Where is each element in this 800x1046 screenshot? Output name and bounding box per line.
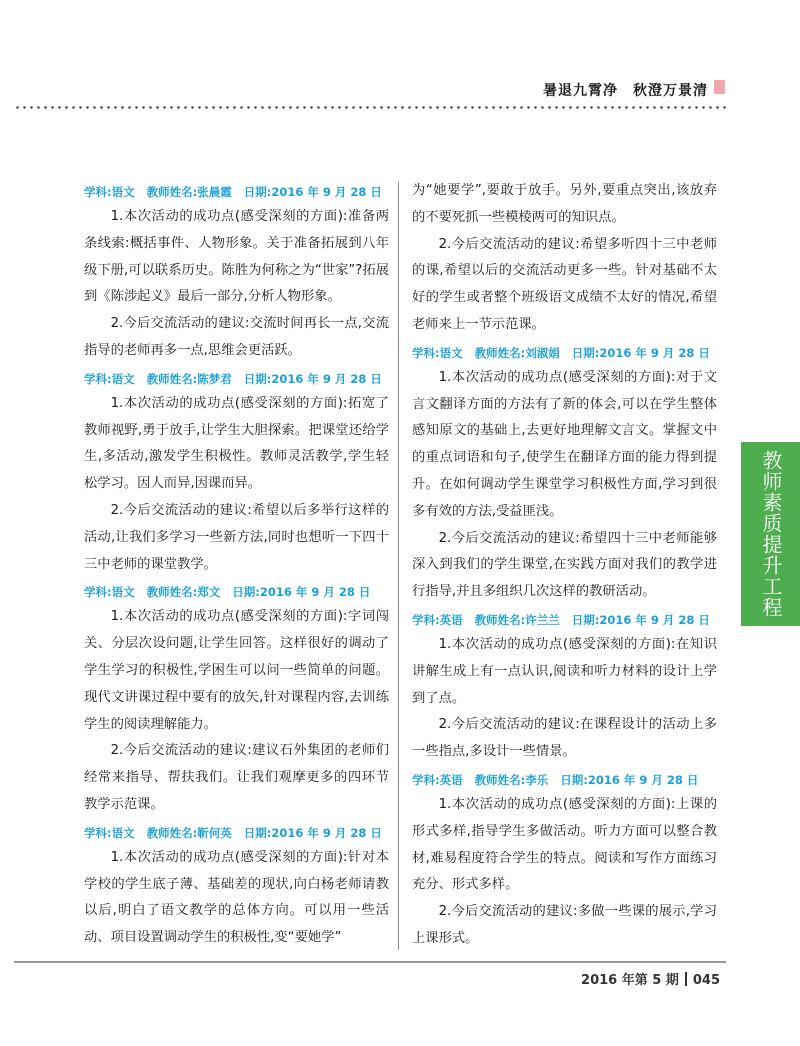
entry-meta xyxy=(84,580,389,604)
entry-meta xyxy=(412,768,717,792)
entry-paragraph: 1.本次活动的成功点(感受深刻的方面):在知识讲解生成上有一点认识,阅读和听力材料的设计上学到了点。 xyxy=(412,636,717,706)
entry-teacher: 教师姓名:李乐 xyxy=(474,772,549,787)
footer xyxy=(581,969,720,988)
footer-separator xyxy=(685,972,687,986)
entry-paragraph: 1.本次活动的成功点(感受深刻的方面):字词闯关、分层次设问题,让学生回答。这样很好的调动了学生学习的积极性,学困生可以问一些简单的问题。现代文讲课过程中要有的放矢,针对课程内容,去训练学生的阅读理解能力。 xyxy=(84,609,389,732)
header-accent-square xyxy=(714,80,725,94)
entry-teacher: 教师姓名:许兰兰 xyxy=(474,612,560,627)
entry-paragraph: 2.今后交流活动的建议:交流时间再长一点,交流指导的老师再多一点,思维会更活跃。 xyxy=(84,316,389,358)
entry-paragraph: 1.本次活动的成功点(感受深刻的方面):上课的形式多样,指导学生多做活动。听力方面可以整合教材,难易程度符合学生的特点。阅读和写作方面练习充分、形式多样。 xyxy=(412,796,717,893)
entry-paragraph: 1.本次活动的成功点(感受深刻的方面):准备两条线索:概括事件、人物形象。关于准备拓展到八年级下册,可以联系历史。陈胜为何称之为“世家”?拓展到《陈涉起义》最后一部分,分析人物形象。 xyxy=(84,209,389,305)
entry-meta xyxy=(84,180,389,204)
section-side-tab xyxy=(741,442,800,626)
footer-issue: 2016 年第 5 期 xyxy=(581,973,679,988)
entry-subject: 学科:语文 xyxy=(412,345,463,360)
dotted-divider xyxy=(14,105,726,110)
entry-subject: 学科:语文 xyxy=(84,371,135,386)
entry-subject: 学科:语文 xyxy=(84,185,135,199)
entry-subject: 学科:英语 xyxy=(412,772,463,787)
entry-meta xyxy=(412,341,717,365)
entry-teacher: 教师姓名:刘淑娟 xyxy=(474,345,560,360)
header-title: 暑退九霄净 秋澄万景清 xyxy=(543,83,708,99)
entry-meta xyxy=(84,821,389,845)
entry-paragraph: 2.今后交流活动的建议:希望以后多举行这样的活动,让我们多学习一些新方法,同时也想听一下四十三中老师的课堂教学。 xyxy=(84,502,389,572)
entry-meta xyxy=(84,367,389,391)
entry-subject: 学科:英语 xyxy=(412,612,463,627)
left-column xyxy=(84,178,389,952)
page-number: 045 xyxy=(692,973,720,988)
entry-date: 日期:2016 年 9 月 28 日 xyxy=(232,585,371,600)
entry-teacher: 教师姓名:陈梦君 xyxy=(146,371,232,386)
entry-meta xyxy=(412,608,717,632)
entry-teacher: 教师姓名:张晨霞 xyxy=(146,185,232,199)
entry-paragraph: 2.今后交流活动的建议:希望多听四十三中老师的课,希望以后的交流活动更多一些。针对基础不太好的学生或者整个班级语文成绩不太好的情况,希望老师来上一节示范课。 xyxy=(412,236,717,332)
entry-paragraph: 2.今后交流活动的建议:多做一些课的展示,学习上课形式。 xyxy=(412,904,717,946)
entry-date: 日期:2016 年 9 月 28 日 xyxy=(243,825,382,840)
entry-paragraph: 1.本次活动的成功点(感受深刻的方面):针对本学校的学生底子薄、基础差的现状,向白杨老师请教以后,明白了语文教学的总体方向。可以用一些活动、项目设置调动学生的积极性,变“要她学” xyxy=(84,849,389,946)
entry-paragraph: 2.今后交流活动的建议:建议石外集团的老师们经常来指导、帮扶我们。让我们观摩更多的四环节教学示范课。 xyxy=(84,743,389,812)
entry-paragraph: 2.今后交流活动的建议:希望四十三中老师能够深入到我们的学生课堂,在实践方面对我们的教学进行指导,并且多组织几次这样的教研活动。 xyxy=(412,530,717,600)
entry-paragraph: 1.本次活动的成功点(感受深刻的方面):对于文言文翻译方面的方法有了新的体会,可以在学生整体感知原文的基础上,去更好地理解文言文。掌握文中的重点词语和句子,使学生在翻译方面的能力得到提升。在如何调动学生课堂学习积极性方面,学习到很多有效的方法,受益匪浅。 xyxy=(412,369,717,519)
side-tab-label: 教师素质提升工程 xyxy=(759,450,783,618)
entry-date: 日期:2016 年 9 月 28 日 xyxy=(571,345,710,360)
entry-date: 日期:2016 年 9 月 28 日 xyxy=(571,612,710,627)
entry-subject: 学科:语文 xyxy=(84,825,135,840)
footer-rule xyxy=(14,961,726,963)
entry-paragraph: 2.今后交流活动的建议:在课程设计的活动上多一些指点,多设计一些情景。 xyxy=(412,717,717,760)
right-column xyxy=(412,178,717,953)
entry-teacher: 教师姓名:郑文 xyxy=(146,585,221,600)
entry-date: 日期:2016 年 9 月 28 日 xyxy=(243,185,382,199)
entry-date: 日期:2016 年 9 月 28 日 xyxy=(560,772,699,787)
column-divider xyxy=(398,182,399,950)
entry-subject: 学科:语文 xyxy=(84,585,135,600)
entry-date: 日期:2016 年 9 月 28 日 xyxy=(243,371,382,386)
entry-paragraph: 1.本次活动的成功点(感受深刻的方面):拓宽了教师视野,勇于放手,让学生大胆探索。把课堂还给学生,多活动,激发学生积极性。教师灵活教学,学生轻松学习。因人而异,因课而异。 xyxy=(84,395,389,492)
entry-teacher: 教师姓名:靳何英 xyxy=(146,825,232,840)
entry-paragraph-continued: 为“她要学”,要敢于放手。另外,要重点突出,该放弃的不要死抓一些模棱两可的知识点。 xyxy=(412,183,717,225)
